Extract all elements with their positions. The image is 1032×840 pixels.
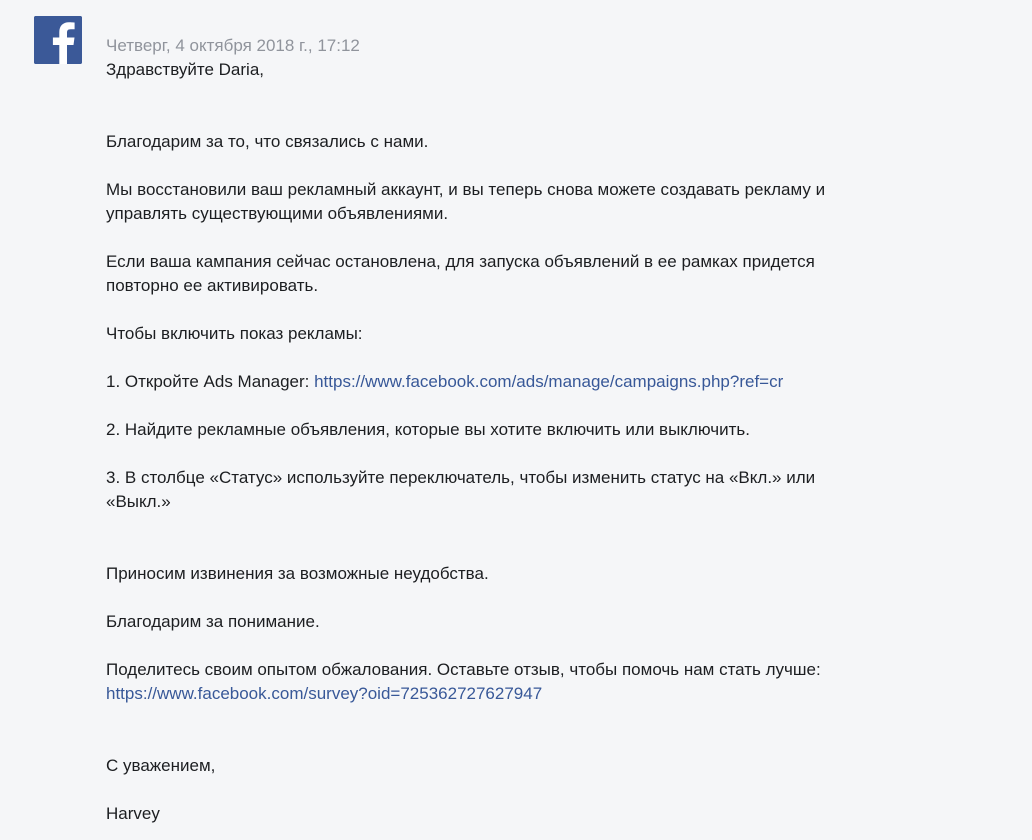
- survey-link[interactable]: https://www.facebook.com/survey?oid=725362727627947: [106, 684, 543, 703]
- step-2-text: 2. Найдите рекламные объявления, которые вы хотите включить или выключить.: [106, 420, 750, 439]
- restored-text-line-2: управлять существующими объявлениями.: [106, 204, 449, 223]
- paused-text-line-2: повторно ее активировать.: [106, 276, 319, 295]
- message-timestamp: Четверг, 4 октября 2018 г., 17:12: [106, 36, 360, 55]
- thanks-contact-text: Благодарим за то, что связались с нами.: [106, 132, 429, 151]
- restored-text-line-1: Мы восстановили ваш рекламный аккаунт, и вы теперь снова можете создавать рекламу и: [106, 180, 826, 199]
- enable-intro-text: Чтобы включить показ рекламы:: [106, 324, 363, 343]
- ads-manager-link[interactable]: https://www.facebook.com/ads/manage/campaigns.php?ref=cr: [314, 372, 784, 391]
- greeting-text: Здравствуйте Daria,: [106, 60, 264, 79]
- message-body: [106, 34, 1006, 826]
- facebook-logo-icon: [34, 16, 82, 64]
- thanks-understanding-text: Благодарим за понимание.: [106, 612, 320, 631]
- step-1-text: 1. Откройте Ads Manager:: [106, 372, 315, 391]
- step-3-text-line-1: 3. В столбце «Статус» используйте переключатель, чтобы изменить статус на «Вкл.» или: [106, 468, 816, 487]
- paused-text-line-1: Если ваша кампания сейчас остановлена, для запуска объявлений в ее рамках придется: [106, 252, 815, 271]
- apology-text: Приносим извинения за возможные неудобства.: [106, 564, 489, 583]
- step-1: [106, 370, 1006, 394]
- closing-text: С уважением,: [106, 756, 216, 775]
- survey-text: Поделитесь своим опытом обжалования. Оставьте отзыв, чтобы помочь нам стать лучше:: [106, 660, 821, 679]
- step-3-text-line-2: «Выкл.»: [106, 492, 171, 511]
- sender-avatar[interactable]: [34, 16, 82, 64]
- signature-text: Harvey: [106, 804, 160, 823]
